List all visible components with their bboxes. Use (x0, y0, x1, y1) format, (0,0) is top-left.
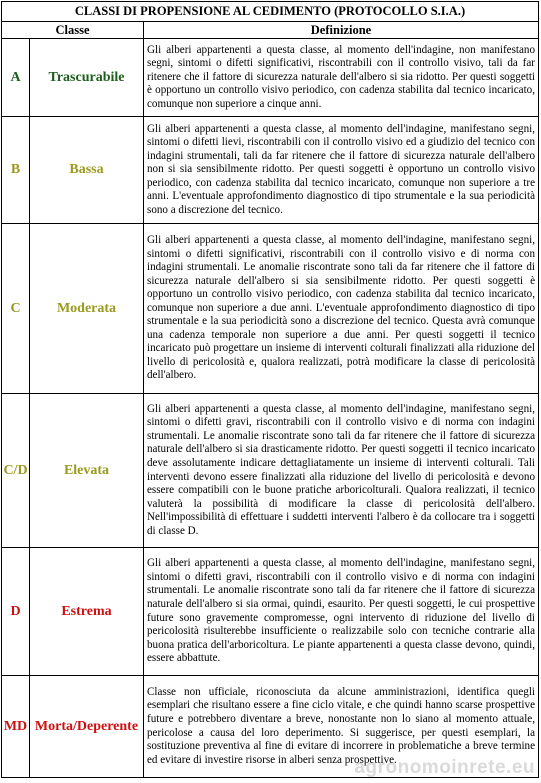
class-name: Bassa (30, 117, 144, 224)
table-header-row (2, 22, 539, 39)
class-code: A (2, 39, 30, 117)
class-definition: Gli alberi appartenenti a questa classe, al momento dell'indagine, manifestano segni, sintomi o difetti lievi, riscontrabili con il controllo visivo ed a giudizio del tecnico con indagini strumentali, tali da far ritenere che il fattore di sicurezza naturale dell'albero non si sia sensibilmente ridotto. Per questi soggetti è opportuno un controllo visivo periodico, con cadenza stabilita dal tecnico incaricato, comunque non superiore a tre anni. L'eventuale approfondimento diagnostico di tipo strumentale e la sua periodicità sono a discrezione del tecnico. (144, 117, 539, 224)
class-name: Elevata (30, 394, 144, 548)
table-row-b (2, 117, 539, 224)
table-row-c (2, 224, 539, 394)
class-name: Estrema (30, 548, 144, 676)
class-code: C (2, 224, 30, 394)
class-definition: Gli alberi appartenenti a questa classe, al momento dell'indagine, non manifestano segni, sintomi o difetti significativi, riscontrabili con il controllo visivo, tali da far ritenere che il fattore di sicurezza naturale dell'albero si sia ridotto. Per questi soggetti è opportuno un controllo visivo periodico, con cadenza stabilita dal tecnico incaricato, comunque non superiore a cinque anni. (144, 39, 539, 117)
header-class: Classe (2, 22, 144, 39)
table-title-row (2, 2, 539, 22)
class-name: Moderata (30, 224, 144, 394)
class-definition: Gli alberi appartenenti a questa classe, al momento dell'indagine, manifestano segni, sintomi o difetti gravi, riscontrabili con il controllo visivo e di norma con indagini strumentali. Le anomalie riscontrate sono tali da far ritenere che il fattore di sicurezza naturale dell'albero si sia drasticamente ridotto. Per questi soggetti il tecnico incaricato deve assolutamente indicare dettagliatamente un insieme di interventi colturali. Tali interventi devono essere finalizzati alla riduzione del livello di pericolosità e devono essere compatibili con le buone pratiche arboricolturali. Qualora realizzati, il tecnico valuterà la possibilità di modificare la classe di pericolosità dell'albero. Nell'impossibilità di effettuare i suddetti interventi l'albero è da collocare tra i soggetti di classe D. (144, 394, 539, 548)
table-title: CLASSI DI PROPENSIONE AL CEDIMENTO (PROTOCOLLO S.I.A.) (2, 2, 539, 22)
class-code: C/D (2, 394, 30, 548)
classification-table-container (1, 1, 539, 778)
class-code: B (2, 117, 30, 224)
class-code: MD (2, 676, 30, 778)
watermark-text: agronomoinrete.eu (354, 757, 535, 778)
table-row-a (2, 39, 539, 117)
header-definition: Definizione (144, 22, 539, 39)
class-name: Morta/Deperente (30, 676, 144, 778)
class-definition: Gli alberi appartenenti a questa classe, al momento dell'indagine, manifestano segni, sintomi o difetti gravi, riscontrabili con il controllo visivo e di norma con indagini strumentali. Le anomalie riscontrate sono tali da far ritenere che il fattore di sicurezza naturale dell'albero si sia ormai, quindi, esaurito. Per questi soggetti, le cui prospettive future sono gravemente compromesse, ogni intervento di riduzione del livello di pericolosità risulterebbe insufficiente o realizzabile solo con tecniche contrarie alla buona pratica dell'arboricoltura. Le piante appartenenti a questa classe devono, quindi, essere abbattute. (144, 548, 539, 676)
class-name: Trascurabile (30, 39, 144, 117)
class-code: D (2, 548, 30, 676)
propensity-classes-table (1, 1, 539, 778)
table-row-cd (2, 394, 539, 548)
class-definition: Classe non ufficiale, riconosciuta da alcune amministrazioni, identifica quegli esemplari che risultano essere a fine ciclo vitale, e che quindi hanno scarse prospettive future e potrebbero diventare a breve, nonostante non lo siano al momento attuale, pericolose a causa del loro deperimento. Si suggerisce, per questi esemplari, la sostituzione preventiva al fine di evitare di incorrere in problematiche a breve termine ed evitare di investire risorse in alberi senza prospettive. (144, 676, 539, 778)
class-definition: Gli alberi appartenenti a questa classe, al momento dell'indagine, manifestano segni, sintomi o difetti significativi, riscontrabili con il controllo visivo e di norma con indagini strumentali. Le anomalie riscontrate sono tali da far ritenere che il fattore di sicurezza naturale dell'albero si sia sensibilmente ridotto. Per questi soggetti è opportuno un controllo visivo periodico, con cadenza stabilita dal tecnico incaricato, comunque non superiore a due anni. L'eventuale approfondimento diagnostico di tipo strumentale e la sua periodicità sono a discrezione del tecnico. Questa avrà comunque una cadenza temporale non superiore a due anni. Per questi soggetti il tecnico incaricato può progettare un insieme di interventi colturali finalizzati alla riduzione del livello di pericolosità e, qualora realizzati, potrà modificare la classe di pericolosità dell'albero. (144, 224, 539, 394)
table-row-d (2, 548, 539, 676)
